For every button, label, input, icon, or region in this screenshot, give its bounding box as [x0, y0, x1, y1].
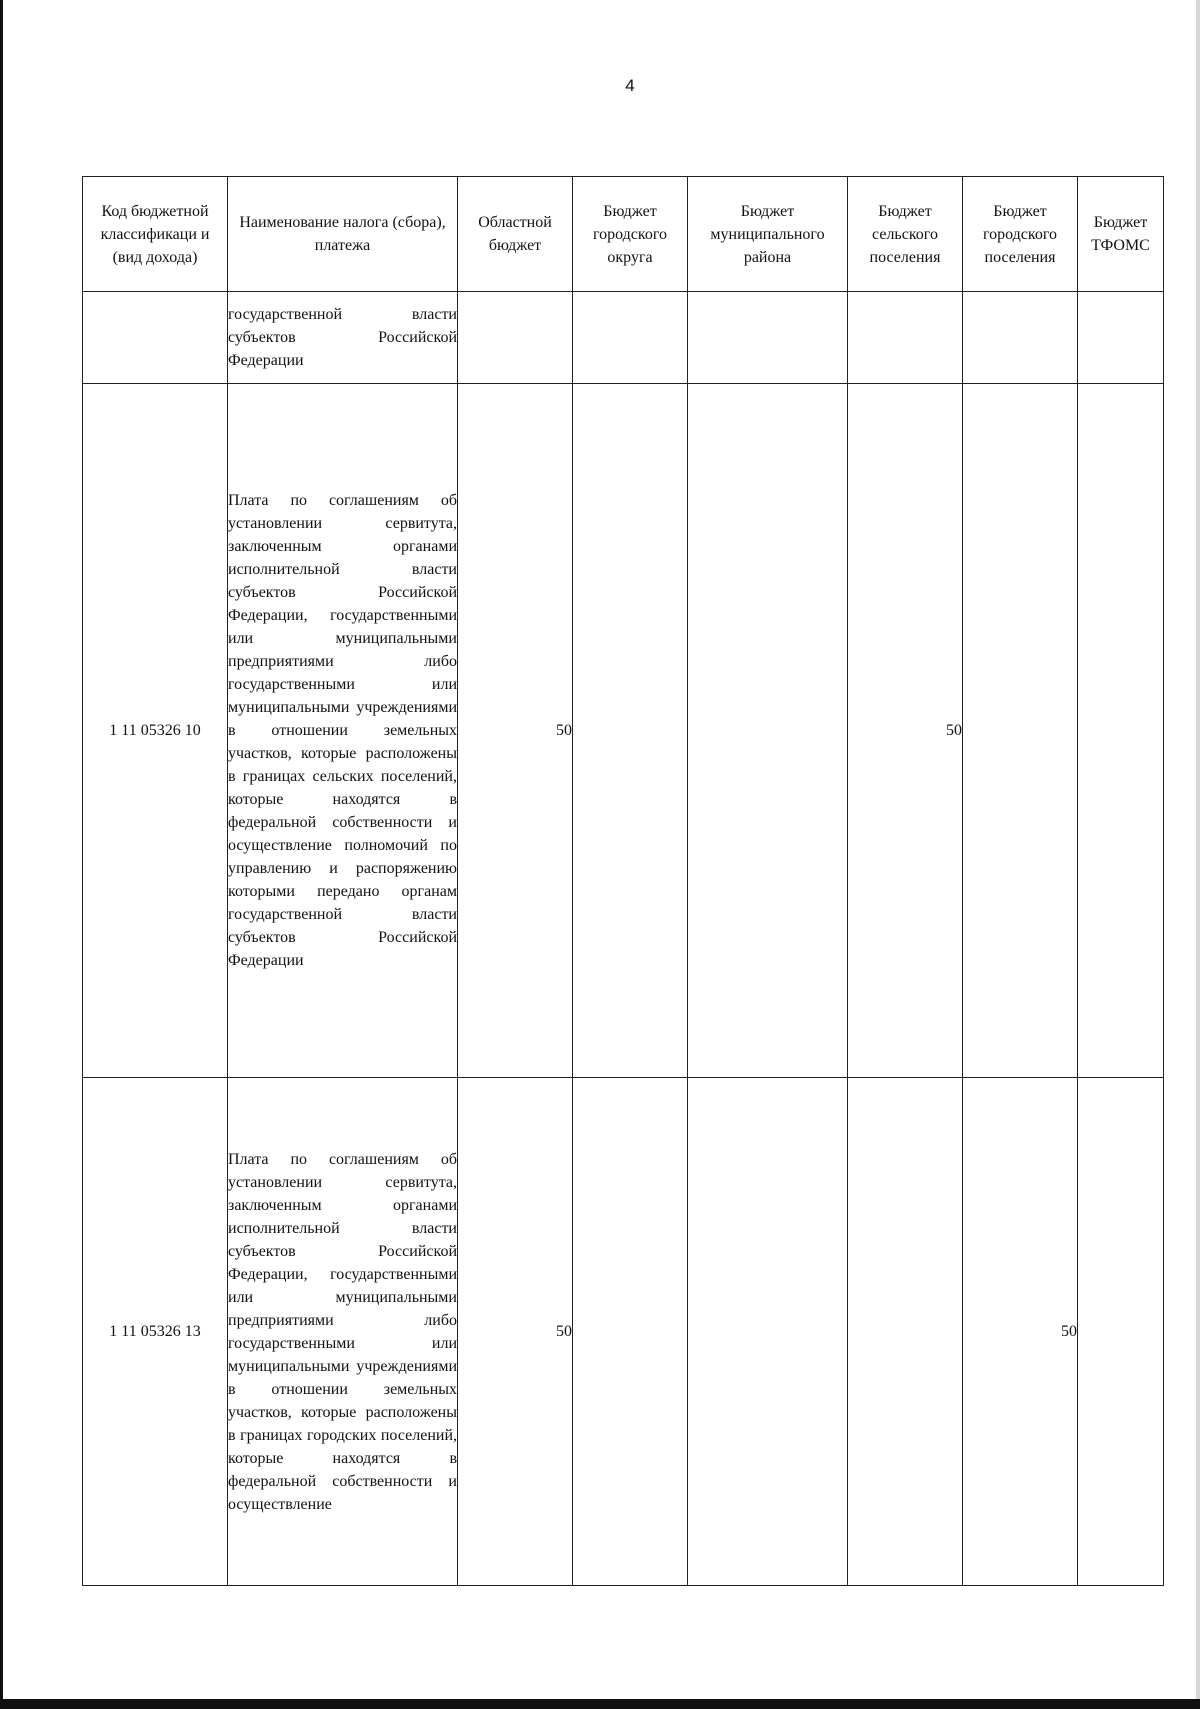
cell-rural-settlement — [848, 292, 963, 384]
cell-code: 1 11 05326 10 — [83, 384, 228, 1078]
cell-regional: 50 — [458, 384, 573, 1078]
cell-city-district — [573, 384, 688, 1078]
cell-rural-settlement — [848, 1078, 963, 1586]
cell-rural-settlement: 50 — [848, 384, 963, 1078]
cell-code: 1 11 05326 13 — [83, 1078, 228, 1586]
table-row — [83, 1078, 1164, 1586]
table-row — [83, 384, 1164, 1078]
header-urban-settlement-budget: Бюджет городского поселения — [963, 177, 1078, 292]
cell-code — [83, 292, 228, 384]
cell-urban-settlement — [963, 292, 1078, 384]
cell-regional — [458, 292, 573, 384]
cell-municipal-district — [688, 384, 848, 1078]
header-tfoms-budget: Бюджет ТФОМС — [1078, 177, 1164, 292]
cell-city-district — [573, 292, 688, 384]
scan-edge-right — [1196, 0, 1200, 1709]
cell-name: Плата по соглашениям об установлении сервитута, заключенным органами исполнительной власти субъектов Российской Федерации, государственными или муниципальными предприятиями либо государственными или муниципальными учреждениями в отношении земельных участков, которые расположены в границах сельских поселений, которые находятся в федеральной собственности и осуществление полномочий по управлению и распоряжению которыми передано органам государственной власти субъектов Российской Федерации — [228, 384, 458, 1078]
budget-allocation-table — [82, 176, 1164, 1586]
header-name: Наименование налога (сбора), платежа — [228, 177, 458, 292]
cell-tfoms — [1078, 292, 1164, 384]
table-header-row — [83, 177, 1164, 292]
header-rural-settlement-budget: Бюджет сельского поселения — [848, 177, 963, 292]
header-city-district-budget: Бюджет городского округа — [573, 177, 688, 292]
cell-municipal-district — [688, 1078, 848, 1586]
scan-edge-bottom — [0, 1699, 1200, 1709]
cell-tfoms — [1078, 384, 1164, 1078]
cell-urban-settlement: 50 — [963, 1078, 1078, 1586]
cell-name: государственной власти субъектов Российской Федерации — [228, 292, 458, 384]
header-code: Код бюджетной классификаци и (вид дохода) — [83, 177, 228, 292]
cell-name: Плата по соглашениям об установлении сервитута, заключенным органами исполнительной власти субъектов Российской Федерации, государственными или муниципальными предприятиями либо государственными или муниципальными учреждениями в отношении земельных участков, которые расположены в границах городских поселений, которые находятся в федеральной собственности и осуществление — [228, 1078, 458, 1586]
scan-edge-left — [0, 0, 3, 1709]
page-number: 4 — [625, 76, 635, 95]
header-municipal-district-budget: Бюджет муниципального района — [688, 177, 848, 292]
cell-city-district — [573, 1078, 688, 1586]
cell-regional: 50 — [458, 1078, 573, 1586]
cell-urban-settlement — [963, 384, 1078, 1078]
header-regional-budget: Областной бюджет — [458, 177, 573, 292]
table-row — [83, 292, 1164, 384]
cell-tfoms — [1078, 1078, 1164, 1586]
cell-municipal-district — [688, 292, 848, 384]
